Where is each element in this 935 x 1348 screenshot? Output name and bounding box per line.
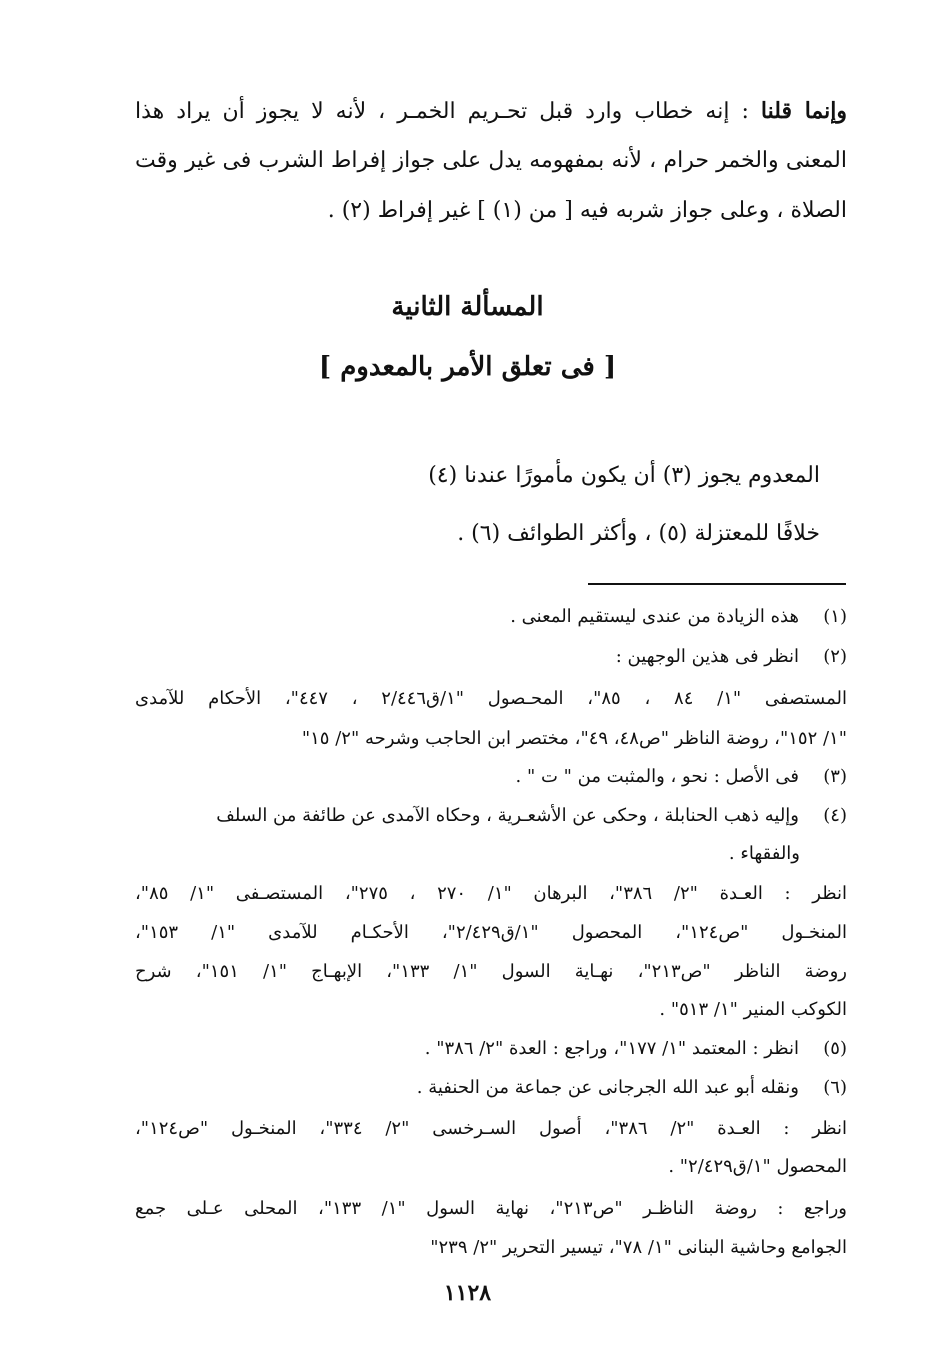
- footnote-text: "١/ ١٥٢"، روضة الناظر "ص٤٨، ٤٩"، مختصر ابن الحاجب وشرحه "٢/ ١٥": [301, 728, 847, 749]
- footnote-number: (٦): [823, 1077, 847, 1098]
- footnote-line: [135, 1118, 847, 1139]
- footnote-text: الكوكب المنير "١/ ٥١٣" .: [659, 999, 847, 1020]
- footnote-number: (٥): [823, 1038, 847, 1059]
- footnote-line: [135, 1198, 847, 1219]
- section-subtitle: [ فى تعلق الأمر بالمعدوم ]: [318, 352, 617, 382]
- footnote-text: روضة الناظر "ص٢١٣"، نهـاية السول "١/ ١٣٣"، الإبهـاج "١/ ١٥١"، شرح: [135, 961, 847, 982]
- footnote-divider: [588, 583, 846, 585]
- section-title: المسألة الثانية: [391, 292, 544, 322]
- footnote-number: (٤): [823, 805, 847, 826]
- footnote-text: هذه الزيادة من عندى ليستقيم المعنى .: [510, 606, 799, 627]
- footnote-line: [135, 999, 847, 1020]
- footnote-line: [135, 1077, 847, 1098]
- footnote-line: [135, 1156, 847, 1177]
- footnote-number: (٢): [823, 646, 847, 667]
- footnote-number: (٣): [823, 766, 847, 787]
- intro-line-2: المعنى والخمر حرام ، لأنه بمفهومه يدل على جواز إفراط الشرب فى غير وقت: [135, 148, 847, 173]
- footnote-text: انظر : العـدة "٢/ ٣٨٦"، أصول السـرخسى "٢/ ٣٣٤"، المنخـول "ص١٢٤"،: [135, 1118, 847, 1139]
- intro-line-1-text: : إنه خطاب وارد قبل تحـريم الخمـر ، لأنه لا يجوز أن يراد هذا: [135, 99, 761, 124]
- footnote-line: [135, 922, 847, 943]
- footnote-line: [135, 805, 847, 826]
- footnote-line: [135, 646, 847, 667]
- page-number: ١١٢٨: [443, 1280, 492, 1306]
- footnote-text: انظر : العـدة "٢/ ٣٨٦"، البرهان "١/ ٢٧٠ ، ٢٧٥"، المستصـفى "١/ ٨٥"،: [135, 883, 847, 904]
- footnote-line: [135, 961, 847, 982]
- footnote-line: [135, 1237, 847, 1258]
- footnote-text: انظر : المعتمد "١/ ١٧٧"، وراجع : العدة "٢/ ٣٨٦" .: [424, 1038, 799, 1059]
- footnote-line: [135, 883, 847, 904]
- intro-paragraph: [135, 86, 847, 236]
- main-text-line-1: المعدوم يجوز (٣) أن يكون مأمورًا عندنا (٤): [428, 463, 820, 488]
- footnote-line: [135, 728, 847, 749]
- footnote-line: [135, 1038, 847, 1059]
- footnote-text: الجوامع وحاشية البنانى "١/ ٧٨"، تيسير التحرير "٢/ ٢٣٩": [430, 1237, 847, 1258]
- intro-line-3: الصلاة ، وعلى جواز شربه فيه [ من (١) ] غير إفراط (٢) .: [327, 198, 847, 223]
- footnote-text: وإليه ذهب الحنابلة ، وحكى عن الأشعـرية ، وحكاه الآمدى عن طائفة من السلف: [216, 805, 799, 826]
- footnote-line: [135, 843, 800, 864]
- footnote-text: فى الأصل : نحو ، والمثبت من " ت " .: [515, 766, 799, 787]
- footnote-text: انظر فى هذين الوجهين :: [615, 646, 799, 667]
- footnote-text: وراجع : روضة الناظـر "ص٢١٣"، نهاية السول "١/ ١٣٣"، المحلى عـلى جمع: [135, 1198, 847, 1219]
- lead-phrase: وإنما قلنا: [760, 98, 847, 124]
- intro-line-1: [135, 86, 847, 136]
- footnote-text: المنخـول "ص١٢٤"، المحصول "١/ق٢/٤٢٩"، الأحكـام للآمدى "١/ ١٥٣"،: [135, 922, 847, 943]
- footnote-text: المستصفى "١/ ٨٤ ، ٨٥"، المحـصول "١/ق٢/٤٤٦ ، ٤٤٧"، الأحكام للآمدى: [135, 688, 847, 709]
- footnote-line: [135, 766, 847, 787]
- footnote-line: [135, 606, 847, 627]
- footnote-line: [135, 688, 847, 709]
- footnote-text: المحصول "١/ق٢/٤٢٩" .: [668, 1156, 847, 1177]
- main-text-line-2: خلافًا للمعتزلة (٥) ، وأكثر الطوائف (٦) .: [457, 521, 820, 546]
- footnote-text: ونقله أبو عبد الله الجرجانى عن جماعة من الحنفية .: [416, 1077, 799, 1098]
- footnote-number: (١): [823, 606, 847, 627]
- footnote-text: والفقهاء .: [728, 843, 800, 864]
